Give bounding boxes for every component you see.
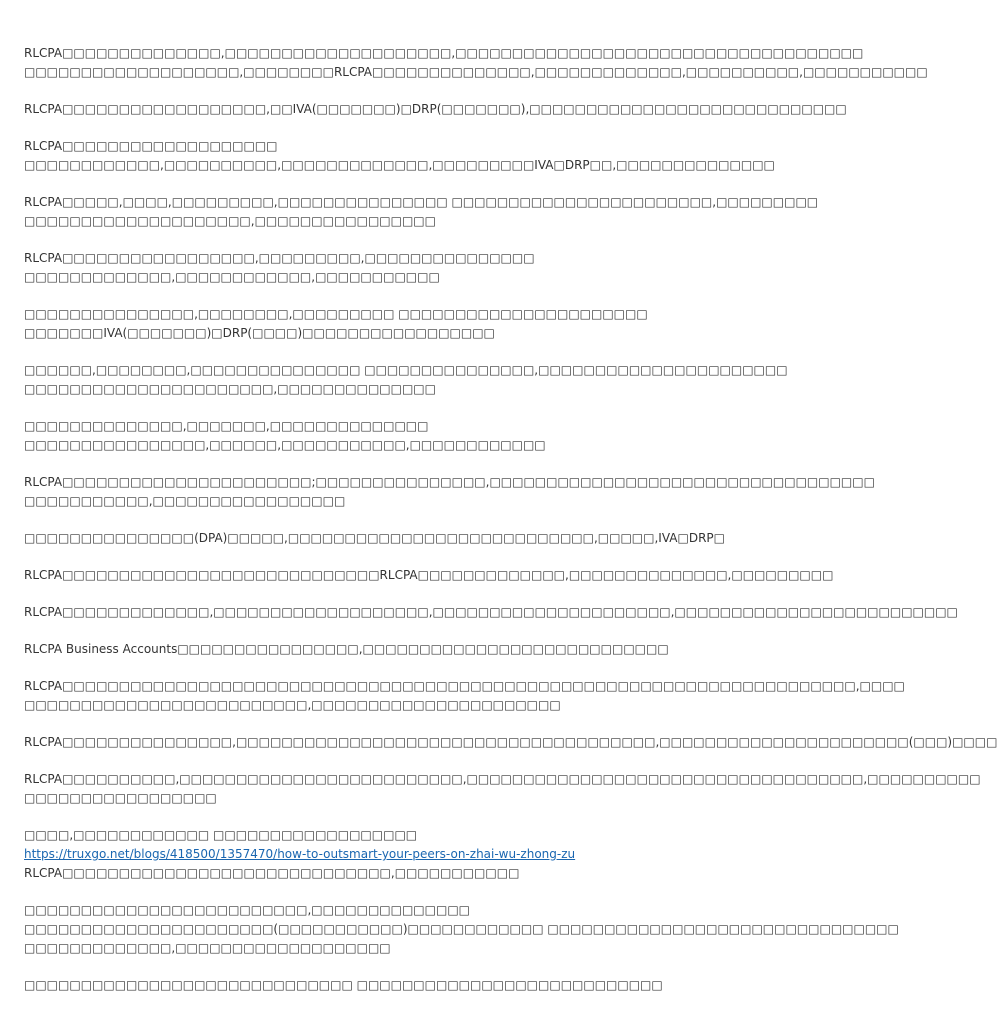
- text-line: RLCPA□□□□□□□□□□□□□□□□□□□□□□□□□□□□RLCPA□□□□□□□□□□□□□,□□□□□□□□□□□□□□,□□□□□□□□□: [24, 568, 834, 582]
- text-line: □□□□□□□□□□□□□,□□□□□□□□□□□□,□□□□□□□□□□□: [24, 270, 440, 284]
- paragraph: [24, 566, 834, 585]
- text-after-link: RLCPA□□□□□□□□□□□□□□□□□□□□□□□□□□□□□,□□□□□□□□□□□: [24, 866, 520, 880]
- text-line: RLCPA□□□□□□□□□□□□□□□,□□□□□□□□□□□□□□□□□□□□□□□□□□□□□□□□□□□□□,□□□□□□□□□□□□□□□□□□□□□□(□□□)□□□□: [24, 735, 997, 749]
- text-line: □□□□□□□□□□□,□□□□□□□□□□□□□□□□□: [24, 494, 346, 508]
- paragraph: [24, 603, 958, 622]
- text-line: RLCPA□□□□□,□□□□,□□□□□□□□□,□□□□□□□□□□□□□□□ □□□□□□□□□□□□□□□□□□□□□□□,□□□□□□□□□: [24, 195, 819, 209]
- text-line: □□□□□□□□□□□□□□□□□□□□□□□□□□□□□ □□□□□□□□□□□□□□□□□□□□□□□□□□□: [24, 978, 663, 992]
- paragraph: [24, 473, 875, 511]
- paragraph: [24, 770, 981, 808]
- text-line: □□□□□□□□□□□□□□□□□□□□□□,□□□□□□□□□□□□□□: [24, 382, 436, 396]
- paragraph-with-link: [24, 826, 696, 883]
- text-line: □□□□□□□□□□□□□,□□□□□□□□□□□□□□□□□□□: [24, 941, 391, 955]
- text-line: □□□□□□,□□□□□□□□,□□□□□□□□□□□□□□□ □□□□□□□□□□□□□□□,□□□□□□□□□□□□□□□□□□□□□□: [24, 363, 788, 377]
- paragraph: [24, 137, 775, 175]
- text-line: □□□□□□□□□□□□,□□□□□□□□□□,□□□□□□□□□□□□□,□□□□□□□□□IVA□DRP□□,□□□□□□□□□□□□□□: [24, 158, 775, 172]
- paragraph: [24, 100, 847, 119]
- paragraph: [24, 44, 928, 82]
- text-line: RLCPA□□□□□□□□□□□□□,□□□□□□□□□□□□□□□□□□□,□□□□□□□□□□□□□□□□□□□□□,□□□□□□□□□□□□□□□□□□□□□□□□□: [24, 605, 958, 619]
- text-line: RLCPA□□□□□□□□□□,□□□□□□□□□□□□□□□□□□□□□□□□□,□□□□□□□□□□□□□□□□□□□□□□□□□□□□□□□□□□□,□□□□□□□□□□: [24, 772, 981, 786]
- text-line: □□□□□□□IVA(□□□□□□□)□DRP(□□□□)□□□□□□□□□□□□□□□□□: [24, 326, 495, 340]
- text-line: RLCPA□□□□□□□□□□□□□□,□□□□□□□□□□□□□□□□□□□□,□□□□□□□□□□□□□□□□□□□□□□□□□□□□□□□□□□□□: [24, 46, 864, 60]
- text-line: RLCPA□□□□□□□□□□□□□□□□□,□□□□□□□□□,□□□□□□□□□□□□□□□: [24, 251, 535, 265]
- paragraph: [24, 305, 696, 343]
- text-line: RLCPA□□□□□□□□□□□□□□□□□□□: [24, 139, 278, 153]
- text-line: □□□□□□□□□□□□□□□(DPA)□□□□□,□□□□□□□□□□□□□□□□□□□□□□□□□□□,□□□□□,IVA□DRP□: [24, 531, 725, 545]
- paragraph: [24, 417, 696, 455]
- text-line: □□□□□□□□□□□□□□□□□□□,□□□□□□□□RLCPA□□□□□□□□□□□□□□,□□□□□□□□□□□□□,□□□□□□□□□□,□□□□□□□□□□□: [24, 65, 928, 79]
- paragraph: [24, 677, 905, 715]
- text-line: □□□□□□□□□□□□□□□□□□□□,□□□□□□□□□□□□□□□□: [24, 214, 436, 228]
- paragraph: [24, 640, 696, 659]
- text-line: □□□□□□□□□□□□□□□□,□□□□□□,□□□□□□□□□□□,□□□□□□□□□□□□: [24, 438, 546, 452]
- text-line: □□□□□□□□□□□□□□□□□: [24, 791, 217, 805]
- text-line: □□□□□□□□□□□□□□□,□□□□□□□□,□□□□□□□□□ □□□□□□□□□□□□□□□□□□□□□□: [24, 307, 648, 321]
- text-line: RLCPA□□□□□□□□□□□□□□□□□□□□□□□□□□□□□□□□□□□□□□□□□□□□□□□□□□□□□□□□□□□□□□□□□□□□□□,□□□□: [24, 679, 905, 693]
- paragraph: [24, 733, 997, 752]
- paragraph: [24, 901, 899, 958]
- text-line: RLCPA□□□□□□□□□□□□□□□□□□□□□□;□□□□□□□□□□□□□□□,□□□□□□□□□□□□□□□□□□□□□□□□□□□□□□□□□□: [24, 475, 875, 489]
- text-line: RLCPA Business Accounts□□□□□□□□□□□□□□□□,□□□□□□□□□□□□□□□□□□□□□□□□□□□: [24, 642, 669, 656]
- text-line: □□□□□□□□□□□□□□□□□□□□□□□□□,□□□□□□□□□□□□□□: [24, 903, 470, 917]
- text-line: □□□□□□□□□□□□□□,□□□□□□□,□□□□□□□□□□□□□□: [24, 419, 429, 433]
- text-line: □□□□□□□□□□□□□□□□□□□□□□□□□,□□□□□□□□□□□□□□□□□□□□□□: [24, 698, 561, 712]
- text-line: RLCPA□□□□□□□□□□□□□□□□□□,□□IVA(□□□□□□□)□DRP(□□□□□□□),□□□□□□□□□□□□□□□□□□□□□□□□□□□□: [24, 102, 847, 116]
- paragraph: [24, 529, 725, 548]
- paragraph: [24, 193, 819, 231]
- text-line: □□□□□□□□□□□□□□□□□□□□□□(□□□□□□□□□□□)□□□□□□□□□□□□ □□□□□□□□□□□□□□□□□□□□□□□□□□□□□□□: [24, 922, 899, 936]
- paragraph: [24, 361, 788, 399]
- article-link[interactable]: https://truxgo.net/blogs/418500/1357470/how-to-outsmart-your-peers-on-zhai-wu-zhong-zu: [24, 847, 576, 861]
- paragraph: [24, 249, 696, 287]
- text-before-link: □□□□,□□□□□□□□□□□□ □□□□□□□□□□□□□□□□□□: [24, 828, 418, 842]
- paragraph: [24, 976, 696, 995]
